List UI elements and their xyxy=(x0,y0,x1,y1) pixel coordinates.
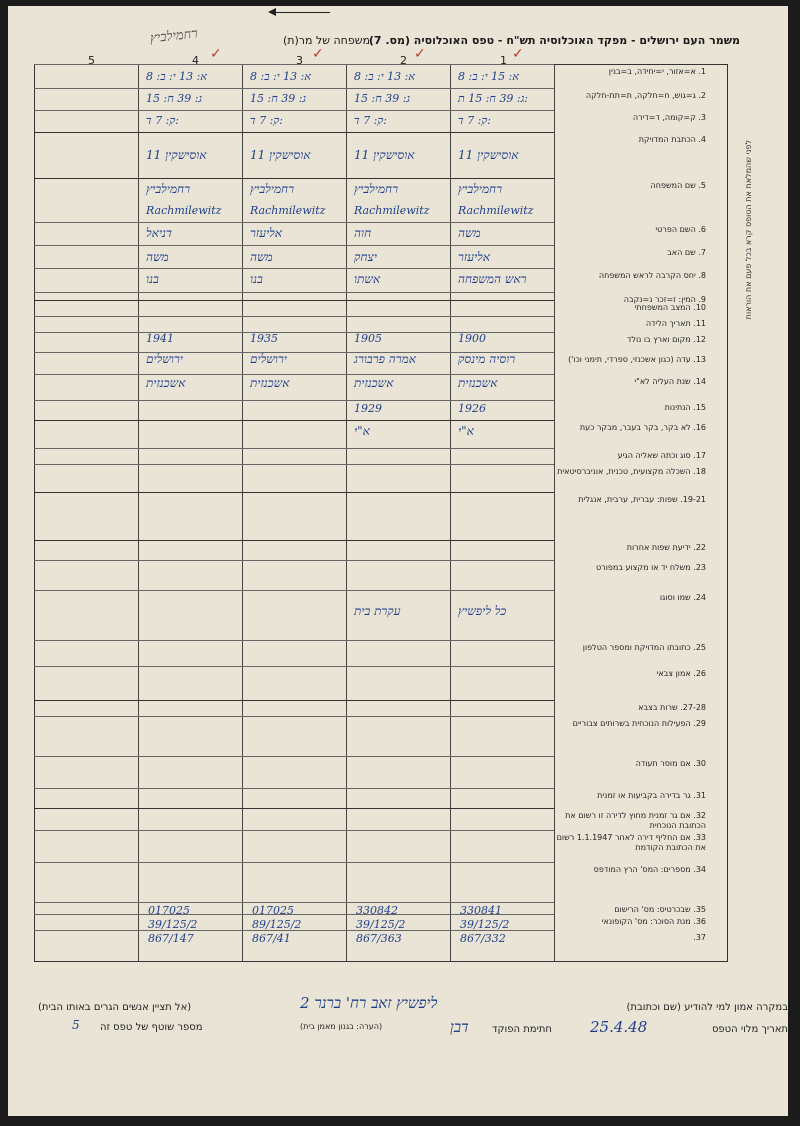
handwritten-floor: ק: 7 ד: xyxy=(354,114,387,127)
column-divider xyxy=(346,64,347,962)
handwritten-profession: עקרת בית xyxy=(354,604,401,618)
handwritten-surname-latin: Rachmilewitz xyxy=(250,204,326,217)
field-label: 26. אמון צבאי xyxy=(656,669,706,678)
form-header xyxy=(60,34,740,56)
handwritten-floor: ק: 7 ד: xyxy=(458,114,491,127)
handwritten-aliya: 1926 xyxy=(458,402,486,415)
handwritten-first-name: משה xyxy=(458,226,481,240)
handwritten-surname-latin: Rachmilewitz xyxy=(458,204,534,217)
row-divider xyxy=(34,300,554,301)
row-divider xyxy=(34,268,554,269)
field-label: 29. הפעילות הנוכחית בשרותים צבוריים xyxy=(572,719,706,728)
field-label: 9. המין: ז=זכר נ=נקבה xyxy=(623,295,706,304)
field-label: 36. מנת הסוכר: מס' הקופונאי xyxy=(601,917,706,926)
handwritten-surname: רחמילביץ xyxy=(354,182,399,196)
handwritten-number: 017025 xyxy=(148,904,190,917)
handwritten-floor: ק: 7 ד: xyxy=(250,114,283,127)
handwritten-number: 867/41 xyxy=(252,932,291,945)
field-label: 14. שנת העליה לא"י xyxy=(634,377,706,386)
row-divider xyxy=(34,756,554,757)
row-divider xyxy=(34,420,554,421)
handwritten-number: 330841 xyxy=(460,904,502,917)
row-divider xyxy=(34,222,554,223)
handwritten-block: ג: 39 ח: 15 xyxy=(250,92,307,105)
handwritten-father: משה xyxy=(250,250,273,264)
handwritten-birthplace: ירושלים xyxy=(250,352,287,366)
field-label: 31. גר בדירה בקביעות או זמנית xyxy=(597,791,706,800)
handwritten-birth: 1941 xyxy=(146,332,174,345)
field-label: 24. שמו וסוגו xyxy=(659,593,706,602)
handwritten-first-name: אליעזר xyxy=(250,226,282,240)
family-name-note: רחמילביץ xyxy=(149,26,199,47)
field-label: 7. שם האב xyxy=(667,248,706,257)
handwritten-relation: בנו xyxy=(250,272,263,286)
column-divider xyxy=(450,64,451,962)
handwritten-number: 89/125/2 xyxy=(252,918,302,931)
handwritten-father: משה xyxy=(146,250,169,264)
column-divider xyxy=(138,64,139,962)
handwritten-surname: רחמילביץ xyxy=(250,182,295,196)
informant-value: ליפשיץ זאב רח' ברנר 2 xyxy=(300,994,438,1012)
field-label: 13. עדה (כגון אשכנזי, ספרדי, תימני וכו') xyxy=(568,355,706,364)
column-divider xyxy=(554,64,555,962)
row-divider xyxy=(34,716,554,717)
handwritten-floor: ק: 7 ד: xyxy=(146,114,179,127)
column-number-4: 4 xyxy=(192,54,199,67)
handwritten-relation: בנו xyxy=(146,272,159,286)
handwritten-address: אוסישקין 11 xyxy=(146,148,207,162)
row-divider xyxy=(34,464,554,465)
field-label: 12. מקום וארץ בו נולד xyxy=(627,335,706,344)
handwritten-birth: 1900 xyxy=(458,332,486,345)
informant-label: במקרה אמון למי להודיע (שם וכתובת) xyxy=(626,1002,788,1013)
row-divider xyxy=(34,400,554,401)
signature: דבן xyxy=(450,1018,469,1036)
field-label: 8. יחס הקרבה לראש המשפחה xyxy=(598,271,706,280)
field-label: 11. תאריך הלידה xyxy=(645,319,706,328)
handwritten-relation: אשתו xyxy=(354,272,381,286)
handwritten-relation: ראש המשפחה xyxy=(458,272,527,286)
row-divider xyxy=(34,88,554,89)
handwritten-eda: אשכנזית xyxy=(458,376,498,390)
row-divider xyxy=(34,492,554,493)
handwritten-address: אוסישקין 11 xyxy=(354,148,415,162)
form-title: משמר העם ירושלים - מפקד האוכלוסיה תש"ח - טפס האוכלוסיה (מס. 7) xyxy=(368,34,740,47)
field-label: 22. ידיעת שפות אחרות xyxy=(626,543,706,552)
field-label: 16. לא בקר, בקר בעבר, מבקר כעת xyxy=(579,423,706,432)
field-label: 3. ק=קומה, ד=דירה xyxy=(632,113,706,122)
field-label: 6. השם הפרטי xyxy=(655,225,706,234)
handwritten-number: 867/363 xyxy=(356,932,402,945)
handwritten-zone: א: 13 י: ב: 8 xyxy=(354,70,415,83)
date-label: תאריך מלוי הטפס xyxy=(711,1024,788,1035)
handwritten-number: 39/125/2 xyxy=(356,918,406,931)
field-label: 1. א=אזור, י=יחידה, ב=בנין xyxy=(608,67,706,76)
handwritten-nationality: א"י xyxy=(354,424,370,438)
handwritten-father: אליעזר xyxy=(458,250,490,264)
row-divider xyxy=(34,374,554,375)
handwritten-eda: אשכנזית xyxy=(250,376,290,390)
date-value: 25.4.48 xyxy=(590,1018,648,1036)
column-number-1: 1 xyxy=(500,54,507,67)
row-divider xyxy=(34,132,554,133)
column-number-2: 2 xyxy=(400,54,407,67)
hand-drawn-arrow xyxy=(270,12,330,13)
handwritten-block: ג: 39 ח: 15 xyxy=(354,92,411,105)
row-divider xyxy=(34,316,554,317)
field-label: 34. מספרים: המס' הרץ המודפס xyxy=(593,865,706,874)
field-label: 4. הכתבת המדויקת xyxy=(638,135,706,144)
row-divider xyxy=(34,540,554,541)
row-divider xyxy=(34,830,554,831)
building-note: (הערה: בגנון מאמן בית) xyxy=(300,1022,383,1031)
field-label: 2. ג=גוש, ח=חלקה, ת=תת-חלקה xyxy=(585,91,706,100)
field-label: 32. אם גר זמנית מחוץ לדירה זו רשום את הכתובת הנוכחית xyxy=(565,811,706,830)
not-included-note: (אל תציין אנשים הגרים באותו הבית) xyxy=(38,1002,192,1013)
handwritten-first-name: דניאל xyxy=(146,226,173,240)
field-label: 19-21. שפות: עברית, ערבית, אנגלית xyxy=(578,495,706,504)
row-divider xyxy=(34,110,554,111)
row-divider xyxy=(34,666,554,667)
row-divider xyxy=(34,590,554,591)
handwritten-birthplace: ירושלים xyxy=(146,352,183,366)
field-label: 17. סוג וכתה שאליה הגיע xyxy=(617,451,706,460)
handwritten-number: 39/125/2 xyxy=(148,918,198,931)
row-divider xyxy=(34,902,554,903)
row-divider xyxy=(34,700,554,701)
shared-number-value: 5 xyxy=(72,1018,80,1032)
handwritten-address: אוסישקין 11 xyxy=(458,148,519,162)
handwritten-number: 867/147 xyxy=(148,932,194,945)
handwritten-zone: א: 13 י: ב: 8 xyxy=(250,70,311,83)
check-mark: ✓ xyxy=(312,46,324,62)
field-label: 5. שם המשפחה xyxy=(650,181,706,190)
handwritten-surname-latin: Rachmilewitz xyxy=(354,204,430,217)
column-divider xyxy=(242,64,243,962)
handwritten-first-name: חוה xyxy=(354,226,372,240)
field-label: 23. משלח יד או מקצוע במפורט xyxy=(596,563,706,572)
row-divider xyxy=(34,808,554,809)
row-divider xyxy=(34,448,554,449)
handwritten-surname: רחמילביץ xyxy=(146,182,191,196)
row-divider xyxy=(34,245,554,246)
row-divider xyxy=(34,64,554,65)
field-label: 15. הנתינות xyxy=(664,403,706,412)
family-of-label: משפחה של מר(ת) xyxy=(282,34,370,47)
handwritten-eda: אשכנזית xyxy=(354,376,394,390)
row-divider xyxy=(34,178,554,179)
handwritten-father: יצחק xyxy=(354,250,377,264)
row-divider xyxy=(34,788,554,789)
handwritten-number: 867/332 xyxy=(460,932,506,945)
column-number-3: 3 xyxy=(296,54,303,67)
check-mark: ✓ xyxy=(210,46,222,62)
signature-label: חתימת הפוקד xyxy=(492,1024,552,1035)
handwritten-birthplace: אמרה פרבורג xyxy=(354,352,416,366)
row-divider xyxy=(34,560,554,561)
handwritten-block: ג: 39 ח: 15 xyxy=(146,92,203,105)
handwritten-profession: כל ליפשיץ xyxy=(458,604,507,618)
field-label: 10. המצב המשפחתי xyxy=(634,303,706,312)
side-instructions: לפני שהמלאת את הטופס קרא בכל פעם את הוראות xyxy=(744,140,753,320)
handwritten-birth: 1905 xyxy=(354,332,382,345)
row-divider xyxy=(34,640,554,641)
handwritten-zone: א: 15 י: ב: 8 xyxy=(458,70,519,83)
handwritten-nationality: א"י xyxy=(458,424,474,438)
row-divider xyxy=(34,862,554,863)
handwritten-number: 39/125/2 xyxy=(460,918,510,931)
handwritten-zone: א: 13 י: ב: 8 xyxy=(146,70,207,83)
field-label: 25. כתובתו המדויקת ומספר הטלפון xyxy=(582,643,706,652)
handwritten-birth: 1935 xyxy=(250,332,278,345)
check-mark: ✓ xyxy=(414,46,426,62)
handwritten-surname-latin: Rachmilewitz xyxy=(146,204,222,217)
handwritten-birthplace: רוסיה מינסק xyxy=(458,352,516,366)
handwritten-aliya: 1929 xyxy=(354,402,382,415)
field-label: 27-28. שרות בצבא xyxy=(638,703,706,712)
row-divider xyxy=(34,292,554,293)
handwritten-number: 017025 xyxy=(252,904,294,917)
handwritten-surname: רחמילביץ xyxy=(458,182,503,196)
shared-number-label: מספר שוטף של טפס זה xyxy=(100,1022,203,1033)
field-label: 33. אם החליף דירה לאחר 1.1.1947 רשום את הכתובת הקודמת xyxy=(556,833,706,852)
field-label: 30. אם מוסר תעודה xyxy=(635,759,706,768)
field-label: 35. שבכרטיס: מס' הרישום xyxy=(614,905,706,914)
handwritten-address: אוסישקין 11 xyxy=(250,148,311,162)
check-mark: ✓ xyxy=(512,46,524,62)
field-label: 37. xyxy=(693,933,706,942)
handwritten-number: 330842 xyxy=(356,904,398,917)
handwritten-eda: אשכנזית xyxy=(146,376,186,390)
field-label: 18. השכלה מקצועית, טכנית, אוניברסיטאית xyxy=(557,467,706,476)
column-number-5: 5 xyxy=(88,54,95,67)
handwritten-block: ג: 39 ח: 15 ת: xyxy=(458,92,528,105)
